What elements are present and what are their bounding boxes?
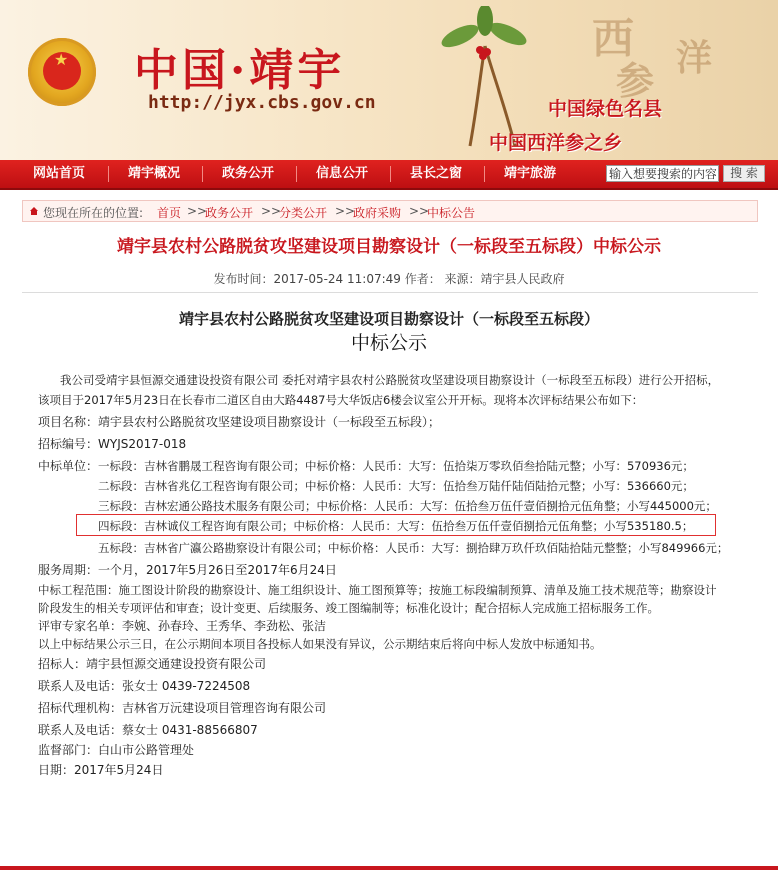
nav-divider <box>296 166 297 182</box>
winner-label: 中标单位： <box>38 459 99 473</box>
document-subtitle: 中标公示 <box>350 332 427 354</box>
breadcrumb-prefix: 您现在所在的位置: <box>43 206 144 220</box>
agency-contact: 联系人及电话：蔡女士 0431-88566807 <box>38 723 258 737</box>
publish-date: 日期：2017年5月24日 <box>38 763 164 777</box>
breadcrumb-procurement[interactable]: 政府采购 <box>353 206 402 220</box>
header-banner <box>0 0 778 160</box>
document-title: 靖宇县农村公路脱贫攻坚建设项目勘察设计（一标段至五标段） <box>178 310 599 328</box>
site-url: http://jyx.cbs.gov.cn <box>148 92 376 113</box>
site-title: 中国·靖宇 <box>134 45 346 96</box>
nav-divider <box>484 166 485 182</box>
nav-info-disclosure[interactable]: 信息公开 <box>316 166 369 181</box>
service-period: 服务周期：一个月，2017年5月26日至2017年6月24日 <box>38 563 337 577</box>
supervising-dept: 监督部门：白山市公路管理处 <box>38 743 195 757</box>
breadcrumb-gov-affairs[interactable]: 政务公开 <box>205 206 254 220</box>
nav-tourism[interactable]: 靖宇旅游 <box>504 166 557 181</box>
project-name: 项目名称：靖宇县农村公路脱贫攻坚建设项目勘察设计（一标段至五标段）； <box>38 415 441 429</box>
decor-char-1: 西 <box>592 14 635 63</box>
tenderer: 招标人：靖宇县恒源交通建设投资有限公司 <box>38 657 267 671</box>
slogan-ginseng-hometown: 中国西洋参之乡 <box>489 132 623 154</box>
breadcrumb <box>22 200 758 222</box>
breadcrumb-sep: >> <box>261 204 282 218</box>
home-icon <box>29 206 39 216</box>
divider <box>22 292 758 293</box>
nav-government-affairs[interactable]: 政务公开 <box>222 166 275 181</box>
nav-divider <box>202 166 203 182</box>
breadcrumb-sep: >> <box>409 204 430 218</box>
search-button[interactable]: 搜 索 <box>723 165 765 182</box>
publicity-notice: 以上中标结果公示三日，在公示期间本项目各投标人如果没有异议，公示期结束后将向中标人发放中标通知书。 <box>38 637 602 651</box>
winner-lot-2: 二标段：吉林省兆亿工程咨询有限公司；中标价格：人民币：大写：伍拾叁万陆仟陆佰陆拾元整；小写：536660元； <box>98 479 694 493</box>
tenderer-contact: 联系人及电话：张女士 0439-7224508 <box>38 679 251 693</box>
article-headline: 靖宇县农村公路脱贫攻坚建设项目勘察设计（一标段至五标段）中标公示 <box>117 237 661 257</box>
breadcrumb-sep: >> <box>335 204 356 218</box>
winner-lot-5: 五标段：吉林省广瀛公路勘察设计有限公司；中标价格：人民币：大写：捌拾肆万玖仟玖佰陆拾陆元整整；小写849966元； <box>98 541 729 555</box>
national-emblem-icon: ★ <box>28 38 96 106</box>
scope-line-1: 中标工程范围：施工图设计阶段的勘察设计、施工组织设计、施工图预算等；按施工标段编制预算、清单及施工技术规范等；勘察设计 <box>38 583 717 597</box>
nav-divider <box>390 166 391 182</box>
winner-lot-4: 四标段：吉林诚仪工程咨询有限公司；中标价格：人民币：大写：伍拾叁万伍仟壹佰捌拾元伍角整；小写535180.5； <box>98 519 694 533</box>
nav-overview[interactable]: 靖宇概况 <box>128 166 181 181</box>
expert-list: 评审专家名单：李婉、孙春玲、王秀华、李劲松、张洁 <box>38 619 327 633</box>
search-input[interactable] <box>606 165 719 182</box>
winner-lot-3: 三标段：吉林宏通公路技术服务有限公司；中标价格：人民币：大写：伍拾叁万伍仟壹佰捌拾元伍角整；小写445000元； <box>98 499 717 513</box>
breadcrumb-category[interactable]: 分类公开 <box>279 206 328 220</box>
footer-divider <box>0 866 778 870</box>
bid-number: 招标编号：WYJS2017-018 <box>38 437 187 451</box>
decor-char-2: 洋 <box>676 37 713 79</box>
scope-line-2: 阶段发生的相关专项评估和审查；设计变更、后续服务、竣工图编制等；标准化设计；配合招标人完成施工招标服务工作。 <box>38 601 659 615</box>
nav-home[interactable]: 网站首页 <box>33 166 86 181</box>
nav-magistrate-window[interactable]: 县长之窗 <box>410 166 463 181</box>
breadcrumb-bid-notice[interactable]: 中标公告 <box>427 206 476 220</box>
winner-lot-1: 一标段：吉林省鹏晟工程咨询有限公司；中标价格：人民币：大写：伍拾柒万零玖佰叁拾陆元整；小写：570936元； <box>98 459 694 473</box>
breadcrumb-sep: >> <box>187 204 208 218</box>
decor-char-3: 参 <box>616 58 655 103</box>
breadcrumb-home[interactable]: 首页 <box>157 206 182 220</box>
article-meta: 发布时间：2017-05-24 11:07:49 作者： 来源：靖宇县人民政府 <box>213 272 565 286</box>
intro-line-1: 我公司受靖宇县恒源交通建设投资有限公司 委托对靖宇县农村公路脱贫攻坚建设项目勘察设计（一标段至五标段）进行公开招标， <box>60 373 720 387</box>
slogan-green-county: 中国绿色名县 <box>548 98 663 120</box>
intro-line-2: 该项目于2017年5月23日在长春市二道区自由大路4487号大华饭店6楼会议室公开开标。现将本次评标结果公布如下： <box>38 393 644 407</box>
nav-divider <box>108 166 109 182</box>
bid-agency: 招标代理机构：吉林省万沅建设项目管理咨询有限公司 <box>38 701 327 715</box>
